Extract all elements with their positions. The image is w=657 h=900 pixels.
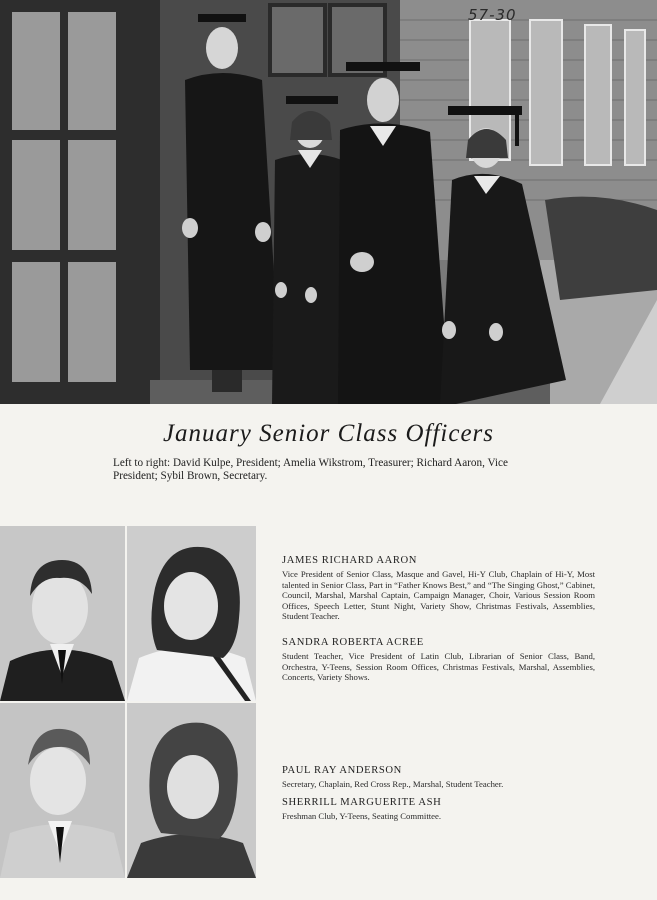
senior-name: SANDRA ROBERTA ACREE bbox=[282, 637, 424, 648]
senior-entry bbox=[282, 797, 595, 822]
portrait-james-richard-aaron bbox=[0, 526, 125, 701]
senior-name: SHERRILL MARGUERITE ASH bbox=[282, 797, 442, 808]
portrait-paul-ray-anderson bbox=[0, 703, 125, 878]
senior-entry bbox=[282, 555, 595, 622]
senior-entry bbox=[282, 765, 595, 790]
portrait-sandra-roberta-acree bbox=[127, 526, 256, 701]
senior-activities: Secretary, Chaplain, Red Cross Rep., Marshal, Student Teacher. bbox=[282, 779, 504, 789]
senior-entry bbox=[282, 637, 595, 683]
section-title: January Senior Class Officers bbox=[162, 420, 495, 447]
page-number: 57-30 bbox=[468, 6, 517, 24]
senior-activities: Vice President of Senior Class, Masque and Gavel, Hi-Y Club, Chaplain of Hi-Y, Most talented in Senior Class, Part in “Father Knows Best,” and “The Singing Ghost,” Cabinet, Council, Marshal, Marshal Captain, Campaign Manager, Choir, Various Session Room Offices, Speech Letter, Stunt Night, Variety Show, Christmas Festivals, Assemblies, Student Teacher. bbox=[282, 569, 595, 622]
senior-activities: Student Teacher, Vice President of Latin Club, Librarian of Senior Class, Band, Orchestra, Y-Teens, Session Room Offices, Christmas Festivals, Marshal, Assemblies, Concerts, Variety Shows. bbox=[282, 651, 595, 683]
photo-caption: Left to right: David Kulpe, President; Amelia Wikstrom, Treasurer; Richard Aaron, Vice President; Sybil Brown, Secretary. bbox=[113, 457, 508, 482]
portrait-sherrill-marguerite-ash bbox=[127, 703, 256, 878]
senior-name: JAMES RICHARD AARON bbox=[282, 555, 418, 566]
senior-name: PAUL RAY ANDERSON bbox=[282, 765, 402, 776]
class-officers-photo bbox=[0, 0, 657, 404]
senior-activities: Freshman Club, Y-Teens, Seating Committee. bbox=[282, 811, 442, 821]
